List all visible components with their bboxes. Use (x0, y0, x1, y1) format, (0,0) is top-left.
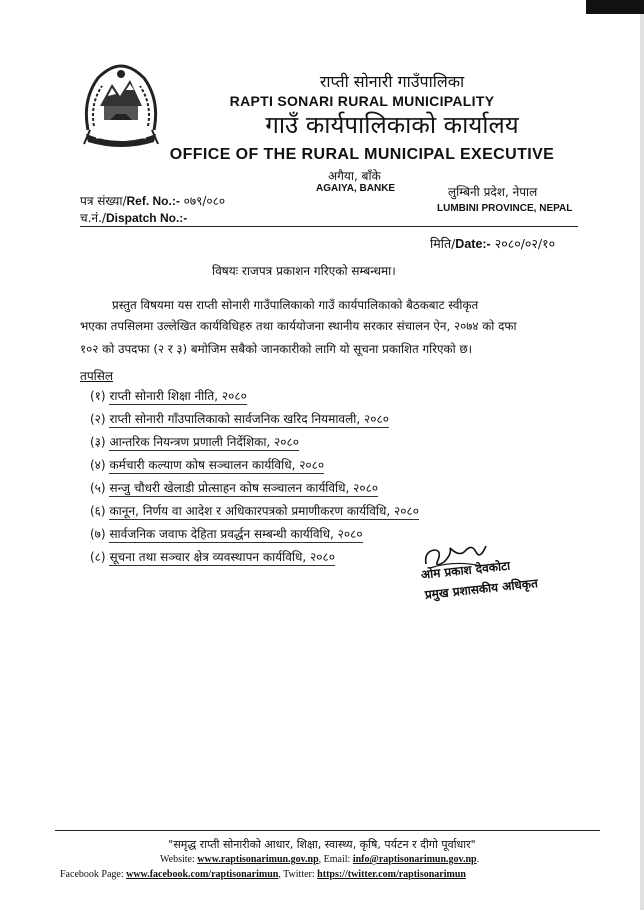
letter-date (430, 235, 555, 252)
list-item (90, 434, 419, 457)
signatory-name: ओम प्रकाश देवकोटा (420, 558, 511, 582)
list-item-text: राप्ती सोनारी शिक्षा नीति, २०८० (109, 389, 247, 403)
body-line-2: भएका तपसिलमा उल्लेखित कार्यविधिहरु तथा कार्ययोजना स्थानीय सरकार संचालन ऐन, २०७४ को दफा (80, 319, 517, 333)
list-item-text: कर्मचारी कल्याण कोष सञ्चालन कार्यविधि, २०८० (109, 458, 325, 472)
dispatch-label-en: Dispatch No.:- (105, 211, 188, 225)
address-en: AGAIYA, BANKE (316, 183, 396, 194)
reference-number (80, 192, 225, 209)
municipality-name-np: राप्ती सोनारी गाउँपालिका (319, 72, 465, 91)
province-np: लुम्बिनी प्रदेश, नेपाल (448, 185, 538, 199)
list-item-text: सन्जु चौधरी खेलाडी प्रोत्साहन कोष सञ्चालन कार्यविधि, २०८० (109, 481, 379, 495)
date-label-en: Date:- (455, 237, 491, 251)
procedure-list (90, 388, 419, 572)
date-label-np: मिति/ (430, 236, 456, 251)
list-item-number: (७) (90, 527, 106, 541)
ref-label-np: पत्र संख्या/ (80, 194, 127, 208)
address-np: अगैया, बाँके (328, 169, 381, 183)
footer-contact (160, 854, 479, 865)
province-en: LUMBINI PROVINCE, NEPAL (437, 203, 573, 214)
website-label: Website: (160, 854, 198, 865)
twitter-label: , Twitter: (278, 869, 318, 880)
list-item-number: (१) (90, 389, 106, 403)
signatory-title: प्रमुख प्रशासकीय अधिकृत (424, 576, 539, 602)
list-item (90, 388, 419, 411)
list-item-text: राप्ती सोनारी गाँउपालिकाको सार्वजनिक खरिद नियमावली, २०८० (109, 412, 389, 426)
office-name-np: गाउँ कार्यपालिकाको कार्यालय (265, 111, 519, 139)
list-item-number: (२) (90, 412, 106, 426)
dispatch-number (80, 209, 187, 226)
list-item-text: सार्वजनिक जवाफ देहिता प्रवर्द्धन सम्बन्धी कार्यविधि, २०८० (109, 527, 363, 541)
list-item (90, 411, 419, 434)
date-value: २०८०/०२/१० (494, 236, 556, 251)
list-item (90, 526, 419, 549)
list-item (90, 549, 419, 572)
subject-line: विषयः राजपत्र प्रकाशन गरिएको सम्बन्धमा। (212, 264, 396, 278)
ref-label-en: Ref. No.:- (126, 194, 180, 208)
list-item-number: (८) (90, 550, 106, 564)
list-item-text: आन्तरिक नियन्त्रण प्रणाली निर्देशिका, २०८० (109, 435, 300, 449)
list-title: तपसिल (80, 369, 114, 383)
list-item-text: कानून, निर्णय वा आदेश र अधिकारपत्रको प्रमाणीकरण कार्यविधि, २०८० (109, 504, 419, 518)
list-item-number: (६) (90, 504, 106, 518)
website-link[interactable]: www.raptisonarimun.gov.np (197, 854, 319, 865)
list-item (90, 480, 419, 503)
body-line-1: प्रस्तुत विषयमा यस राप्ती सोनारी गाउँपालिकाको गाउँ कार्यपालिकाको बैठकबाट स्वीकृत (112, 298, 479, 312)
municipality-name-en: RAPTI SONARI RURAL MUNICIPALITY (229, 93, 495, 109)
office-name-en: OFFICE OF THE RURAL MUNICIPAL EXECUTIVE (169, 146, 555, 163)
list-item-number: (५) (90, 481, 106, 495)
list-item-text: सूचना तथा सञ्चार क्षेत्र व्यवस्थापन कार्यविधि, २०८० (109, 550, 336, 564)
footer-social (60, 869, 466, 880)
facebook-link[interactable]: www.facebook.com/raptisonarimun (126, 869, 279, 880)
footer-slogan: "समृद्ध राप्ती सोनारीको आधार, शिक्षा, स्वास्थ्य, कृषि, पर्यटन र दीगो पूर्वाधार" (168, 838, 476, 851)
footer-divider (55, 830, 600, 831)
facebook-label: Facebook Page: (60, 869, 127, 880)
body-line-3: १०२ को उपदफा (२ र ३) बमोजिम सबैको जानकारीको लागि यो सूचना प्रकाशित गरिएको छ। (80, 342, 473, 356)
dispatch-label-np: च.नं./ (80, 211, 106, 225)
list-item (90, 457, 419, 480)
list-item-number: (४) (90, 458, 106, 472)
header-divider (80, 226, 578, 227)
email-label: , Email: (318, 854, 353, 865)
twitter-link[interactable]: https://twitter.com/raptisonarimun (317, 869, 466, 880)
list-item-number: (३) (90, 435, 106, 449)
email-link[interactable]: info@raptisonarimun.gov.np (352, 854, 477, 865)
scan-corner-shadow (586, 0, 644, 14)
list-item (90, 503, 419, 526)
ref-value: ०७९/०८० (183, 194, 226, 208)
email-end: . (476, 854, 480, 865)
